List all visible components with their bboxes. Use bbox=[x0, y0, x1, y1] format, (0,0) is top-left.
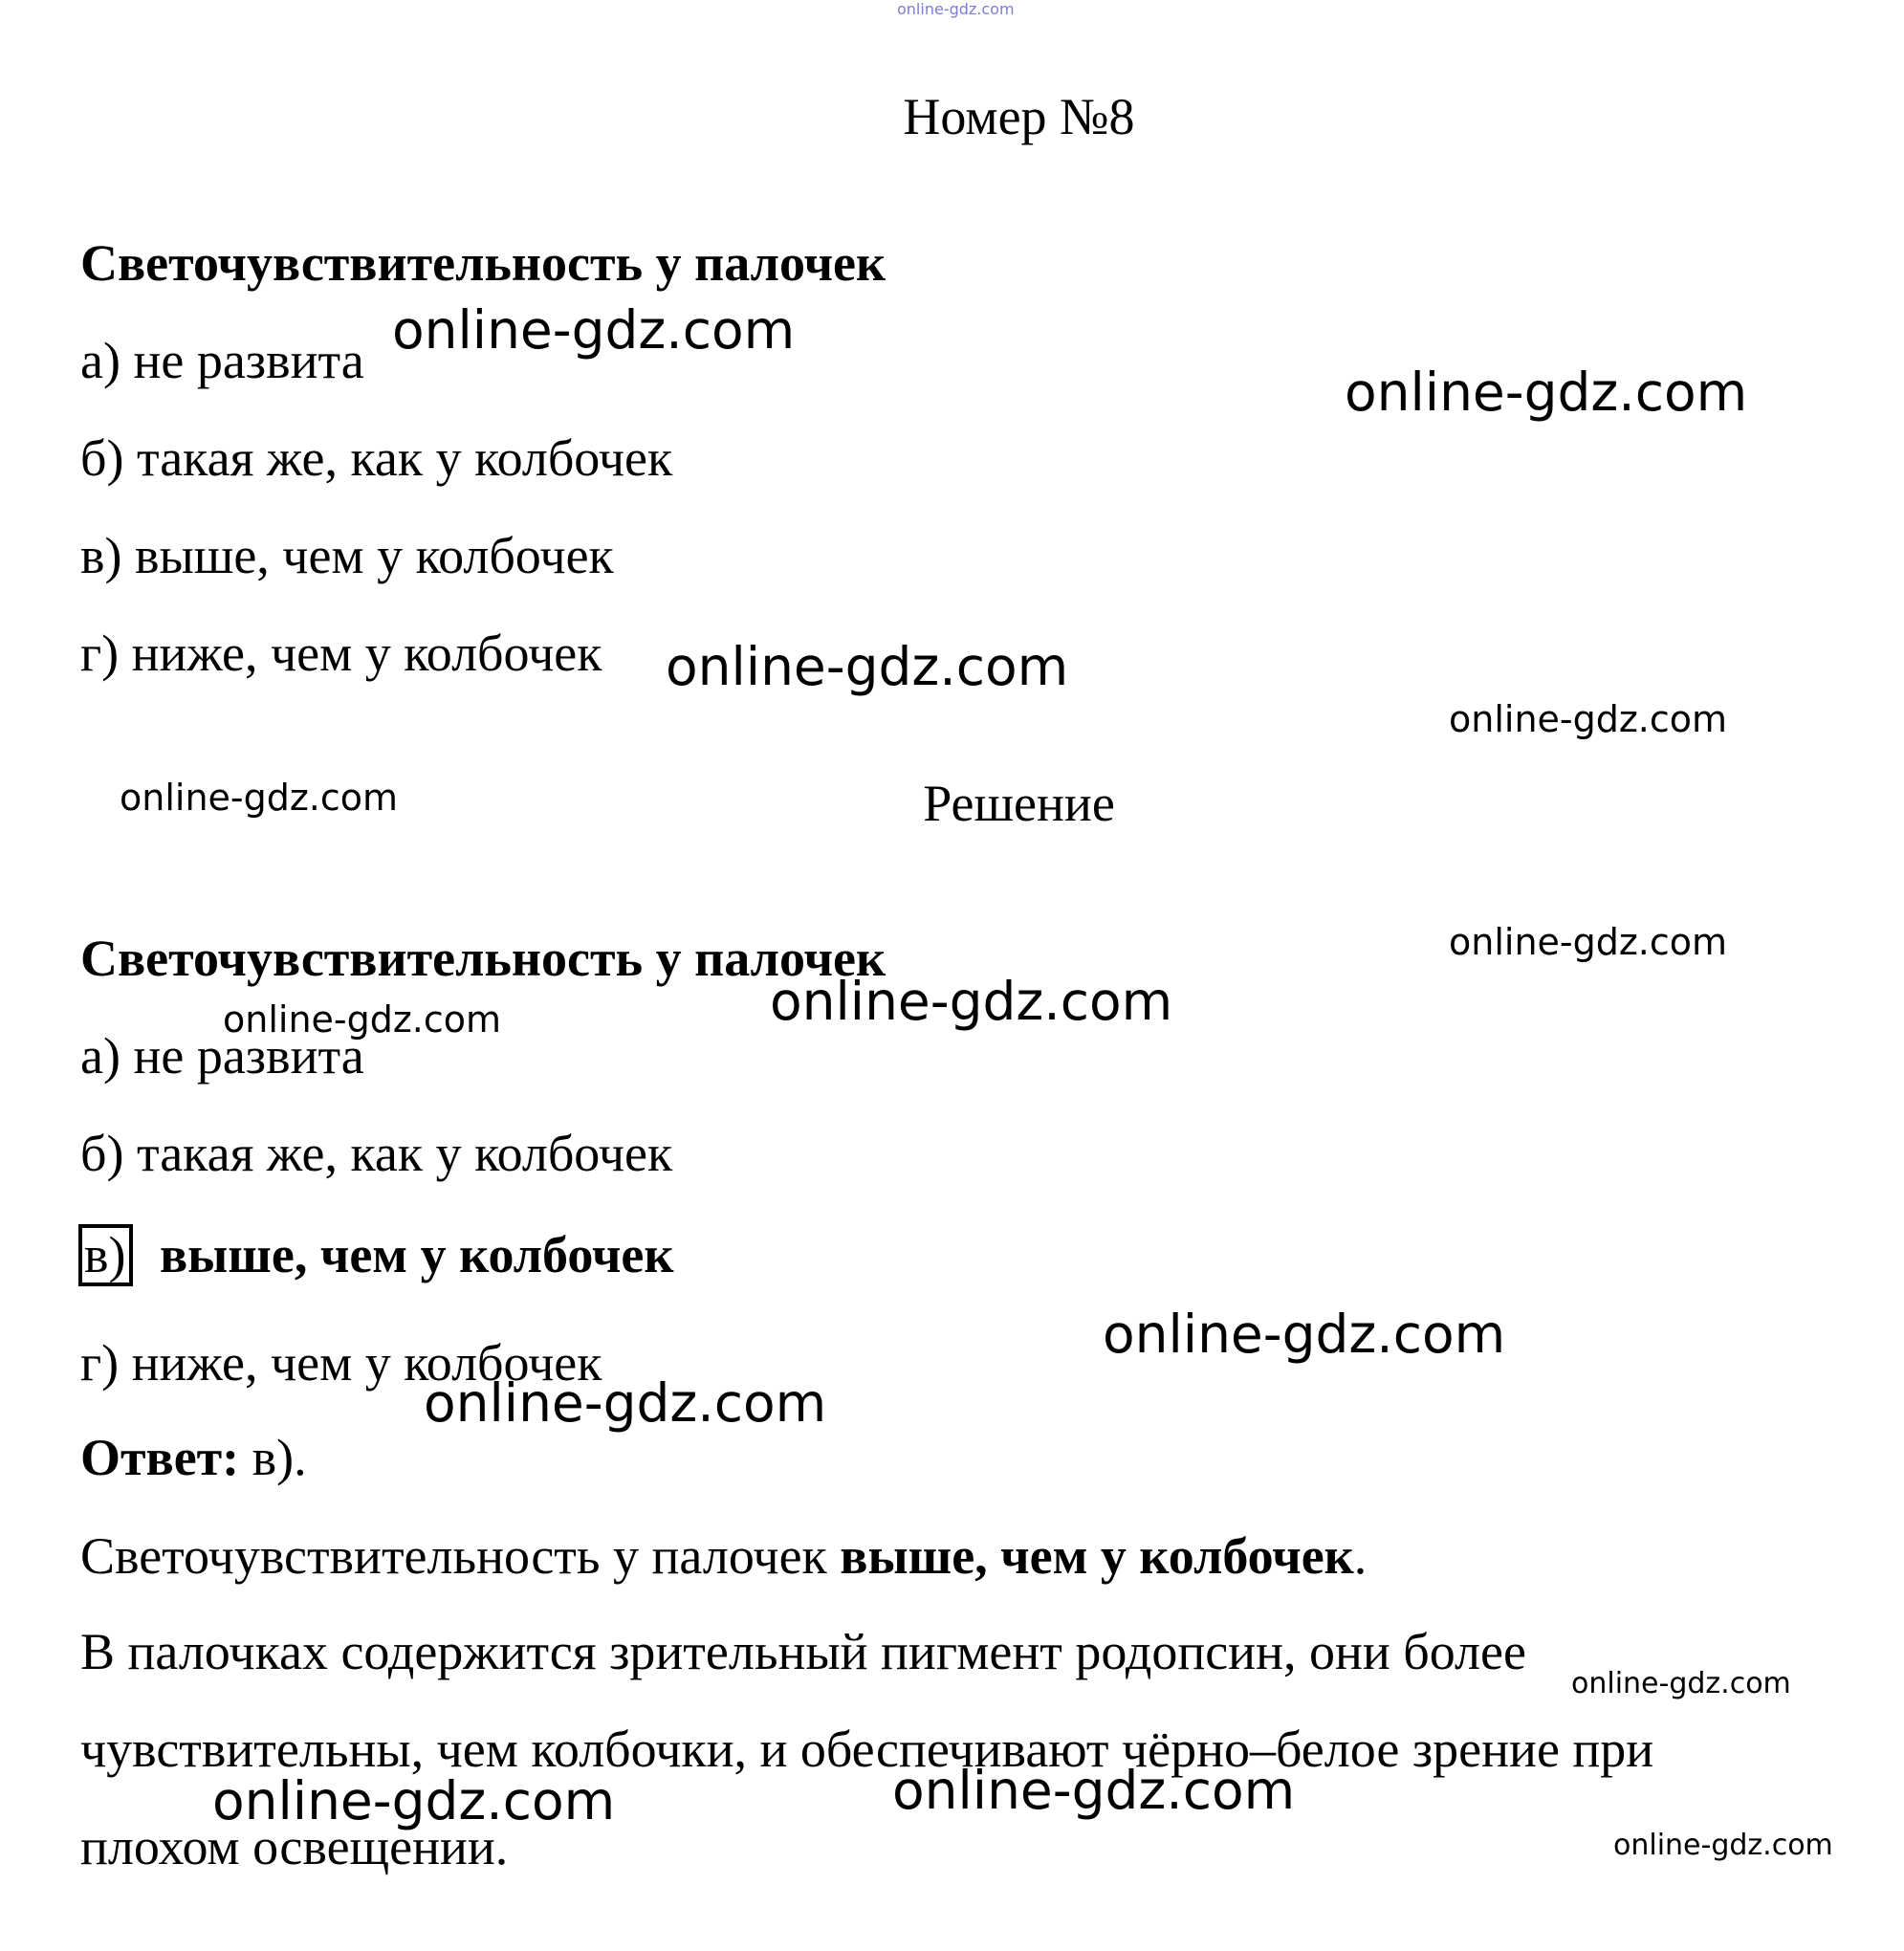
watermark: online-gdz.com bbox=[1571, 1667, 1791, 1700]
answer-label: Ответ: bbox=[80, 1429, 240, 1486]
explanation-line-4: плохом освещении. bbox=[80, 1818, 509, 1875]
correct-answer-box: в) bbox=[78, 1224, 133, 1286]
solution-option-a: а) не развита bbox=[80, 1027, 364, 1085]
question-stem: Светочувствительность у палочек bbox=[80, 234, 886, 292]
question-option-c: в) выше, чем у колбочек bbox=[80, 527, 614, 584]
solution-heading: Решение bbox=[923, 775, 1115, 832]
page-title: Номер №8 bbox=[903, 88, 1135, 145]
correct-answer-text: выше, чем у колбочек bbox=[159, 1226, 674, 1283]
explanation-1-bold: выше, чем у колбочек bbox=[840, 1527, 1354, 1585]
answer-value: в). bbox=[252, 1429, 307, 1486]
explanation-line-2: В палочках содержится зрительный пигмент родопсин, они более bbox=[80, 1623, 1526, 1680]
watermark-top: online-gdz.com bbox=[897, 0, 1015, 18]
watermark: online-gdz.com bbox=[1449, 921, 1728, 963]
explanation-line-3: чувствительны, чем колбочки, и обеспечивают чёрно–белое зрение при bbox=[80, 1721, 1654, 1778]
watermark: online-gdz.com bbox=[892, 1760, 1296, 1821]
watermark: online-gdz.com bbox=[666, 636, 1069, 697]
watermark: online-gdz.com bbox=[770, 971, 1173, 1032]
watermark: online-gdz.com bbox=[120, 777, 399, 819]
solution-option-c-correct bbox=[80, 1224, 673, 1286]
watermark: online-gdz.com bbox=[223, 998, 502, 1041]
solution-option-b: б) такая же, как у колбочек bbox=[80, 1125, 673, 1182]
watermark: online-gdz.com bbox=[212, 1770, 616, 1831]
watermark: online-gdz.com bbox=[1345, 362, 1748, 423]
answer-line bbox=[80, 1429, 307, 1486]
solution-stem: Светочувствительность у палочек bbox=[80, 930, 886, 987]
watermark: online-gdz.com bbox=[1103, 1304, 1506, 1365]
watermark: online-gdz.com bbox=[424, 1372, 827, 1434]
explanation-1-end: . bbox=[1353, 1527, 1368, 1585]
solution-option-d: г) ниже, чем у колбочек bbox=[80, 1334, 602, 1392]
watermark: online-gdz.com bbox=[392, 299, 796, 361]
question-option-a: а) не развита bbox=[80, 332, 364, 389]
watermark: online-gdz.com bbox=[1449, 698, 1728, 740]
watermark: online-gdz.com bbox=[1613, 1829, 1833, 1862]
explanation-1-start: Светочувствительность у палочек bbox=[80, 1527, 841, 1585]
explanation-line-1 bbox=[80, 1527, 1368, 1585]
question-option-b: б) такая же, как у колбочек bbox=[80, 429, 673, 487]
question-option-d: г) ниже, чем у колбочек bbox=[80, 625, 602, 682]
